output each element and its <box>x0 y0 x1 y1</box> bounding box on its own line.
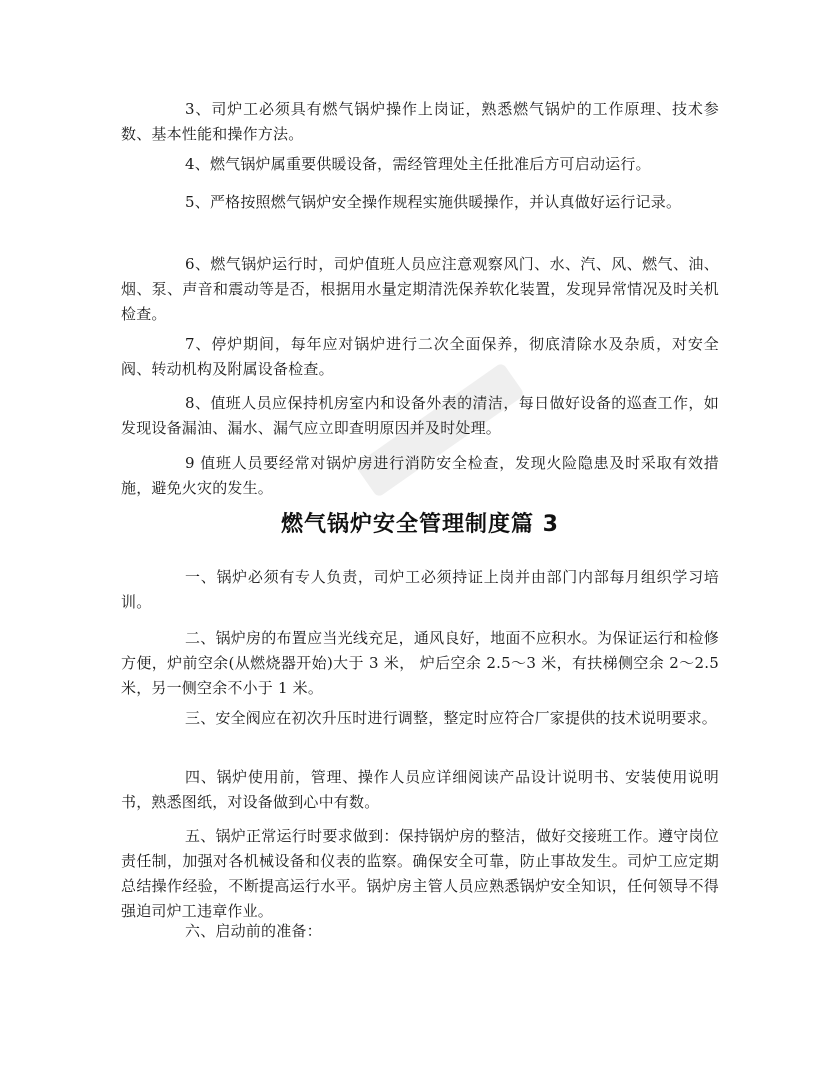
paragraph-item-7: 7、停炉期间，每年应对锅炉进行二次全面保养，彻底清除水及杂质，对安全阀、转动机构及附属设备检查。 <box>121 335 719 378</box>
paragraph-item-3b: 三、安全阀应在初次升压时进行调整，整定时应符合厂家提供的技术说明要求。 <box>185 709 718 727</box>
paragraph-item-6b: 六、启动前的准备： <box>185 922 322 940</box>
paragraph-item-6: 6、燃气锅炉运行时，司炉值班人员应注意观察风门、水、汽、风、燃气、油、烟、泵、声音和震动等是否，根据用水量定期清洗保养软化装置，发现异常情况及时关机检查。 <box>121 255 719 323</box>
paragraph-item-5b: 五、锅炉正常运行时要求做到：保持锅炉房的整洁，做好交接班工作。遵守岗位责任制，加强对各机械设备和仪表的监察。确保安全可靠，防止事故发生。司炉工应定期总结操作经验，不断提高运行水平。锅炉房主管人员应熟悉锅炉安全知识，任何领导不得强迫司炉工违章作业。 <box>121 827 719 920</box>
paragraph-item-9: 9 值班人员要经常对锅炉房进行消防安全检查，发现火险隐患及时采取有效措施，避免火灾的发生。 <box>121 454 719 497</box>
paragraph-item-4b: 四、锅炉使用前，管理、操作人员应详细阅读产品设计说明书、安装使用说明书，熟悉图纸，对设备做到心中有数。 <box>121 768 719 811</box>
paragraph-item-3: 3、司炉工必须具有燃气锅炉操作上岗证，熟悉燃气锅炉的工作原理、技术参数、基本性能和操作方法。 <box>121 100 719 143</box>
paragraph-item-1: 一、锅炉必须有专人负责，司炉工必须持证上岗并由部门内部每月组织学习培训。 <box>121 568 719 611</box>
paragraph-item-4: 4、燃气锅炉属重要供暖设备，需经管理处主任批准后方可启动运行。 <box>185 155 651 173</box>
paragraph-item-5: 5、严格按照燃气锅炉安全操作规程实施供暖操作，并认真做好运行记录。 <box>185 193 682 211</box>
paragraph-item-2: 二、锅炉房的布置应当光线充足，通风良好，地面不应积水。为保证运行和检修方便，炉前空余(从燃烧器开始)大于 3 米， 炉后空余 2.5～3 米，有扶梯侧空余 2～2.5 米，另一侧空余不小于 1 米。 <box>121 629 719 697</box>
section-title: 燃气锅炉安全管理制度篇 3 <box>281 512 559 537</box>
paragraph-item-8: 8、值班人员应保持机房室内和设备外表的清洁，每日做好设备的巡查工作，如发现设备漏油、漏水、漏气应立即查明原因并及时处理。 <box>121 394 719 437</box>
